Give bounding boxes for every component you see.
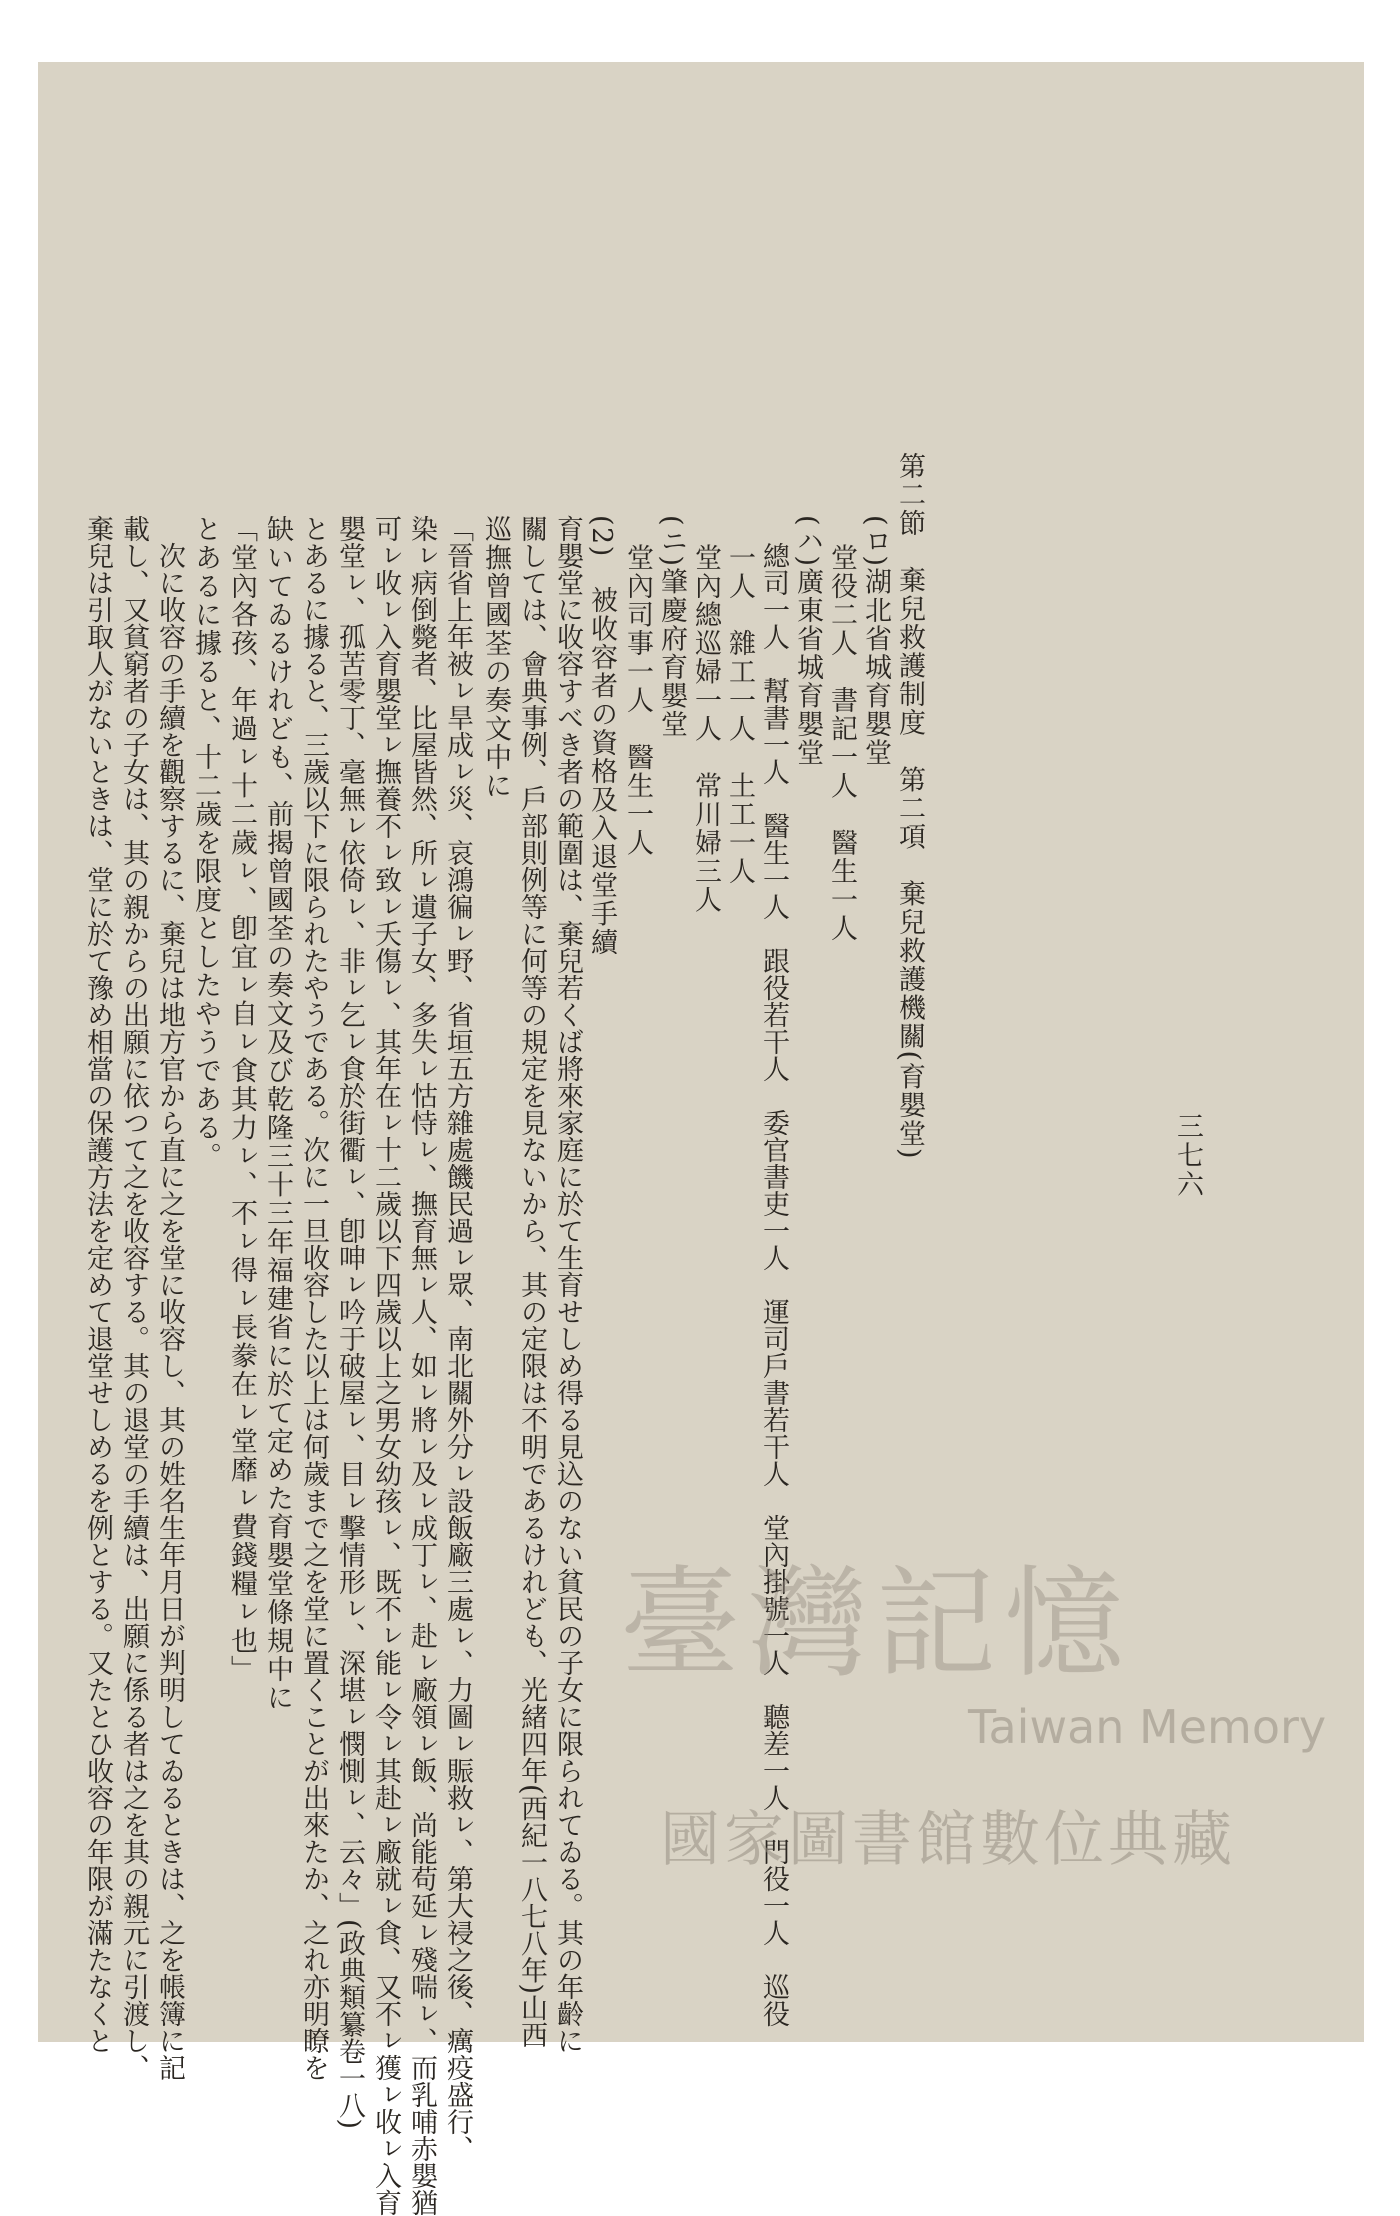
text-column: 堂役二人 書記一人 醫生一人 xyxy=(826,515,857,943)
watermark-english: Taiwan Memory xyxy=(968,1700,1327,1754)
text-column: 總司一人 幫書一人 醫生一人 跟役若干人 委官書吏一人 運司戶書若干人 堂內掛號一人 聽差一人 門役一人 巡役 xyxy=(758,515,789,2027)
text-column: 缺いてゐるけれども、前揭曾國荃の奏文及び乾隆三十三年福建省に於て定めた育嬰堂條規中に xyxy=(262,515,293,1712)
text-column: 巡撫曾國荃の奏文中に xyxy=(480,515,511,800)
text-column: 載し、又貧窮者の子女は、其の親からの出願に依つて之を收容する。其の退堂の手續は、出願に係る者は之を其の親元に引渡し、 xyxy=(118,515,149,2081)
text-column: 嬰堂ㇾ、孤苦零丁、毫無ㇾ依倚ㇾ、非ㇾ乞ㇾ食於街衢ㇾ、卽呻ㇾ吟于破屋ㇾ、目ㇾ擊情形ㇾ、深堪ㇾ憫惻ㇾ、云々」(政典類纂卷一八) xyxy=(334,515,365,2130)
text-column: 染ㇾ病倒斃者、比屋皆然、所ㇾ遺子女、多失ㇾ怙恃ㇾ、撫育無ㇾ人、如ㇾ將ㇾ及ㇾ成丁ㇾ、赴ㇾ廠領ㇾ飯、尚能苟延ㇾ殘喘ㇾ、而乳哺赤嬰猶 xyxy=(406,515,437,2216)
text-column: 「堂內各孩、年過ㇾ十二歲ㇾ、卽宜ㇾ自ㇾ食其力ㇾ、不ㇾ得ㇾ長豢在ㇾ堂靡ㇾ費錢糧ㇾ也」 xyxy=(226,515,257,1684)
text-column: (2) 被收容者の資格及入退堂手續 xyxy=(586,515,617,957)
text-column: 堂內總巡婦一人 常川婦三人 xyxy=(690,515,721,914)
text-column: (ニ)肇慶府育嬰堂 xyxy=(656,515,687,739)
text-column: 可ㇾ收ㇾ入育嬰堂ㇾ撫養不ㇾ致ㇾ夭傷ㇾ、其年在ㇾ十二歲以下四歲以上之男女幼孩ㇾ、既不ㇾ能ㇾ令ㇾ其赴ㇾ廠就ㇾ食、又不ㇾ獲ㇾ收ㇾ入育 xyxy=(370,515,401,2216)
text-column: とあるに據ると、三歲以下に限られたやうである。次に一旦收容した以上は何歲まで之を堂に置くことが出來たか、之れ亦明瞭を xyxy=(298,515,329,2081)
text-column: とあるに據ると、十二歲を限度としたやうである。 xyxy=(190,515,221,1171)
page-number: 三七六 xyxy=(1172,1112,1203,1199)
text-column: 棄兒は引取人がないときは、堂に於て豫め相當の保護方法を定めて退堂せしめるを例とする。又たとひ收容の年限が滿たなくと xyxy=(82,515,113,2054)
section-header: 第二節 棄兒救護制度 第二項 棄兒救護機關(育嬰堂) xyxy=(894,452,925,1161)
text-column: (ロ)湖北省城育嬰堂 xyxy=(860,515,891,768)
text-column: 「晉省上年被ㇾ旱成ㇾ災、哀鴻徧ㇾ野、省垣五方雜處饑民過ㇾ眾、南北關外分ㇾ設飯廠三處ㇾ、力圖ㇾ賑救ㇾ、第大祲之後、癘疫盛行、 xyxy=(442,515,473,2162)
text-column: 一人 雜工一人 土工一人 xyxy=(724,515,755,886)
watermark-library: 國家圖書館數位典藏 xyxy=(660,1805,1236,1875)
text-column: 關しては、會典事例、戶部則例等に何等の規定を見ないから、其の定限は不明であるけれども、光緒四年(西紀一八七八年)山西 xyxy=(516,515,547,2049)
text-column: 育嬰堂に收容すべき者の範圍は、棄兒若くば將來家庭に於て生育せしめ得る見込のない貧民の子女に限られてゐる。其の年齡に xyxy=(552,515,583,2054)
text-column: 次に收容の手續を觀察するに、棄兒は地方官から直に之を堂に收容し、其の姓名生年月日が判明してゐるときは、之を帳簿に記 xyxy=(154,515,185,2081)
watermark-chinese: 臺灣記憶 xyxy=(620,1555,1132,1694)
text-column: (ハ)廣東省城育嬰堂 xyxy=(792,515,823,768)
text-column: 堂內司事一人 醫生一人 xyxy=(622,515,653,857)
